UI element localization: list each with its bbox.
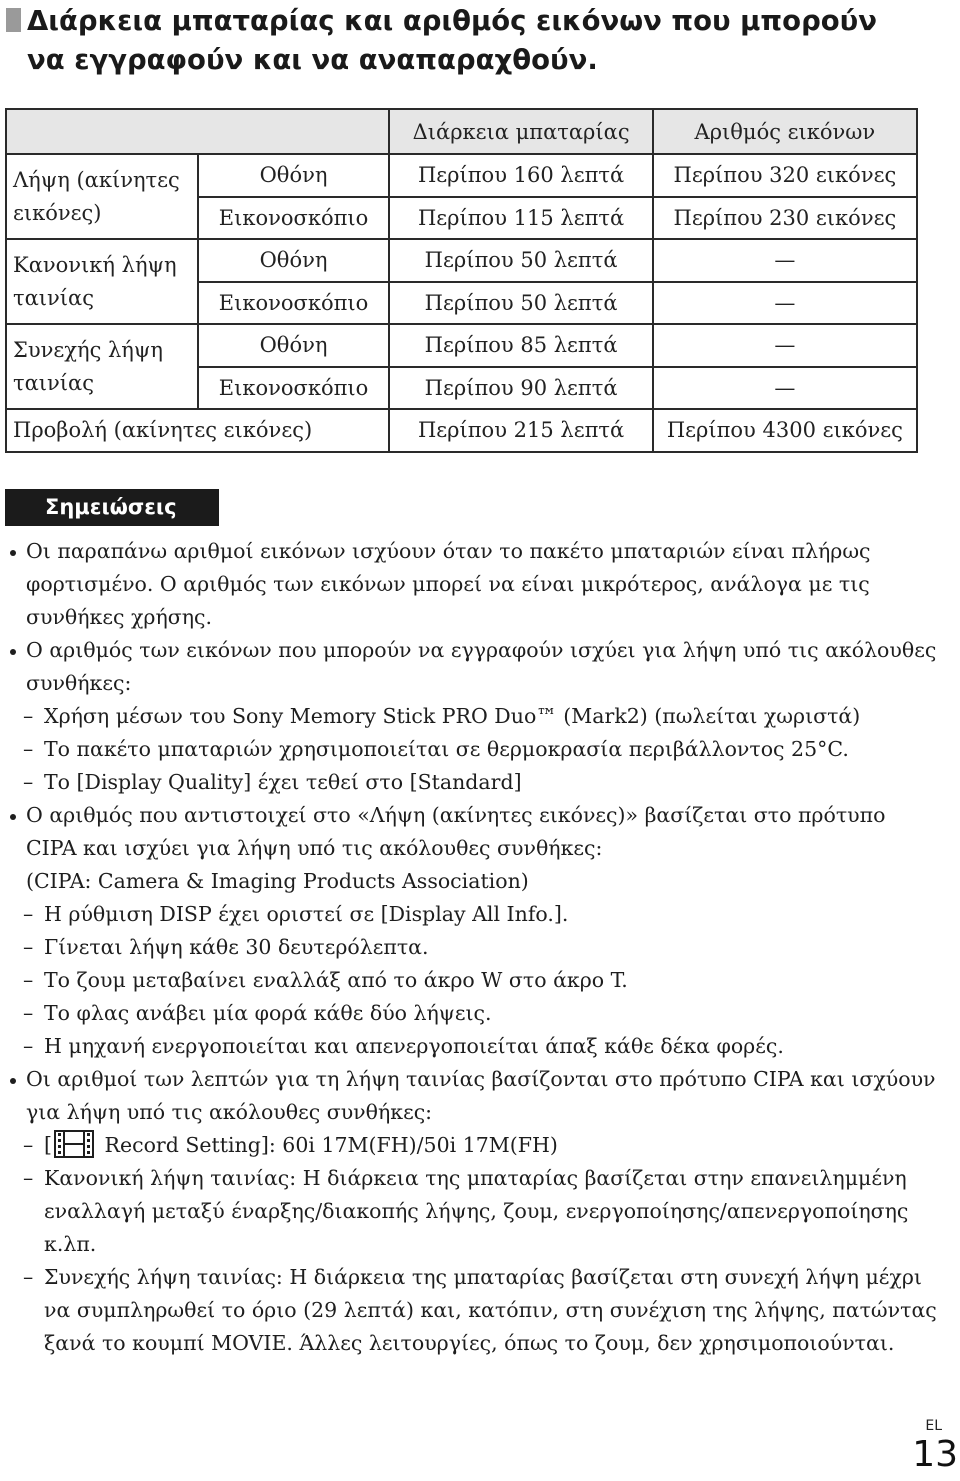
header-images: Αριθμός εικόνων (653, 109, 917, 154)
notes-list (8, 535, 938, 1360)
mode-cell: Οθόνη (198, 154, 390, 197)
battery-cell: Περίπου 85 λεπτά (389, 324, 652, 367)
sub-item: – Το ζουμ μεταβαίνει εναλλάξ από το άκρο W στο άκρο T. (6, 964, 938, 997)
table-row (6, 324, 917, 367)
record-setting-item (6, 1129, 938, 1162)
sub-item: – Το φλας ανάβει μία φορά κάθε δύο λήψεις. (6, 997, 938, 1030)
battery-cell: Περίπου 215 λεπτά (389, 409, 652, 452)
mode-cell: Εικονοσκόπιο (198, 367, 390, 410)
note-item (8, 1063, 938, 1360)
images-cell: — (653, 367, 917, 410)
note-text: Ο αριθμός που αντιστοιχεί στο «Λήψη (ακίνητες εικόνες)» βασίζεται στο πρότυπο CIPA και ισχύει για λήψη υπό τις ακόλουθες συνθήκες: (26, 803, 886, 860)
mode-cell: Οθόνη (198, 239, 390, 282)
images-cell: — (653, 282, 917, 325)
section-marker-icon (6, 8, 21, 32)
table-row (6, 409, 917, 452)
battery-cell: Περίπου 50 λεπτά (389, 282, 652, 325)
sub-item: – Χρήση μέσων του Sony Memory Stick PRO Duo™ (Mark2) (πωλείται χωριστά) (6, 700, 938, 733)
battery-table (5, 108, 918, 453)
mode-cell: Εικονοσκόπιο (198, 197, 390, 240)
note-item (8, 799, 938, 1063)
movie-film-icon (54, 1130, 94, 1158)
record-bracket: [ (44, 1133, 52, 1157)
group-label: Κανονική λήψη ταινίας (6, 239, 198, 324)
sub-item: – Το πακέτο μπαταριών χρησιμοποιείται σε θερμοκρασία περιβάλλοντος 25°C. (6, 733, 938, 766)
images-cell: — (653, 324, 917, 367)
group-label: Λήψη (ακίνητες εικόνες) (6, 154, 198, 239)
sub-item: – Η ρύθμιση DISP έχει οριστεί σε [Display All Info.]. (6, 898, 938, 931)
images-cell: Περίπου 320 εικόνες (653, 154, 917, 197)
table-header-row (6, 109, 917, 154)
mode-cell: Εικονοσκόπιο (198, 282, 390, 325)
sub-item: – Συνεχής λήψη ταινίας: Η διάρκεια της μπαταρίας βασίζεται στη συνεχή λήψη μέχρι να συμπληρωθεί το όριο (29 λεπτά) και, κατόπιν, στη συνέχιση της λήψης, πατώντας ξανά το κουμπί MOVIE. Άλλες λειτουργίες, όπως το ζουμ, δεν χρησιμοποιούνται. (6, 1261, 938, 1360)
images-cell: Περίπου 4300 εικόνες (653, 409, 917, 452)
section-title (6, 2, 946, 80)
battery-cell: Περίπου 50 λεπτά (389, 239, 652, 282)
note-text: Οι παραπάνω αριθμοί εικόνων ισχύουν όταν το πακέτο μπαταριών είναι πλήρως φορτισμένο. Ο αριθμός των εικόνων μπορεί να είναι μικρότερος, ανάλογα με τις συνθήκες χρήσης. (26, 539, 871, 629)
header-battery: Διάρκεια μπαταρίας (389, 109, 652, 154)
playback-label: Προβολή (ακίνητες εικόνες) (6, 409, 389, 452)
table-row (6, 154, 917, 197)
images-cell: — (653, 239, 917, 282)
images-cell: Περίπου 230 εικόνες (653, 197, 917, 240)
sub-item: – Το [Display Quality] έχει τεθεί στο [Standard] (6, 766, 938, 799)
mode-cell: Οθόνη (198, 324, 390, 367)
title-line-1: Διάρκεια μπαταρίας και αριθμός εικόνων που μπορούν (27, 5, 877, 37)
battery-cell: Περίπου 160 λεπτά (389, 154, 652, 197)
battery-cell: Περίπου 115 λεπτά (389, 197, 652, 240)
battery-cell: Περίπου 90 λεπτά (389, 367, 652, 410)
header-empty-cell (6, 109, 389, 154)
group-label: Συνεχής λήψη ταινίας (6, 324, 198, 409)
table-row (6, 239, 917, 282)
language-code: EL (925, 1418, 942, 1434)
page-number: 13 (912, 1434, 958, 1475)
sub-item: – Η μηχανή ενεργοποιείται και απενεργοποιείται άπαξ κάθε δέκα φορές. (6, 1030, 938, 1063)
note-text: Ο αριθμός των εικόνων που μπορούν να εγγραφούν ισχύει για λήψη υπό τις ακόλουθες συνθήκες: (26, 638, 937, 695)
note-item (8, 535, 938, 634)
sub-item: – Γίνεται λήψη κάθε 30 δευτερόλεπτα. (6, 931, 938, 964)
title-line-2: να εγγραφούν και να αναπαραχθούν. (27, 44, 598, 76)
note-text: Οι αριθμοί των λεπτών για τη λήψη ταινίας βασίζονται στο πρότυπο CIPA και ισχύουν για λήψη υπό τις ακόλουθες συνθήκες: (26, 1067, 936, 1124)
sub-item: – Κανονική λήψη ταινίας: Η διάρκεια της μπαταρίας βασίζεται στην επανειλημμένη εναλλαγή μεταξύ έναρξης/διακοπής λήψης, ζουμ, ενεργοποίησης/απενεργοποίησης κ.λπ. (6, 1162, 938, 1261)
note-item (8, 634, 938, 799)
cipa-line: (CIPA: Camera & Imaging Products Association) (26, 869, 529, 893)
notes-heading: Σημειώσεις (5, 489, 219, 526)
record-setting-text: Record Setting]: 60i 17M(FH)/50i 17M(FH) (98, 1133, 558, 1157)
